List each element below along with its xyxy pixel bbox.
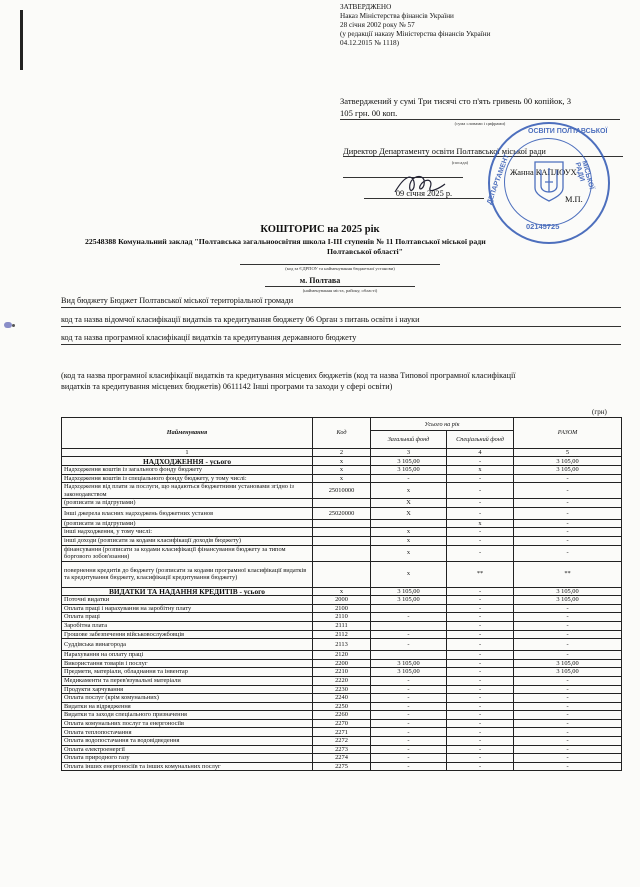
row-special-fund-cell: - xyxy=(447,639,514,651)
row-code-cell: 2271 xyxy=(313,728,371,737)
row-special-fund-cell: - xyxy=(447,711,514,720)
table-row xyxy=(62,711,622,720)
table-row xyxy=(62,630,622,639)
currency-unit: (грн) xyxy=(592,408,607,416)
hole-punch-mark xyxy=(12,324,15,327)
row-total-cell: - xyxy=(514,762,622,771)
row-general-fund-cell: - xyxy=(371,754,447,763)
col-header-total-year: Усього на рік xyxy=(371,418,514,431)
approval-block xyxy=(340,3,620,48)
row-code-cell xyxy=(313,545,371,561)
row-code-cell: 2220 xyxy=(313,676,371,685)
row-code-cell: 2273 xyxy=(313,745,371,754)
seal-place: М.П. xyxy=(565,195,583,204)
row-name-cell: Оплата природного газу xyxy=(62,754,313,763)
row-special-fund-cell: - xyxy=(447,587,514,596)
row-name-cell: Оплата праці xyxy=(62,613,313,622)
row-name-cell: Оплата послуг (крім комунальних) xyxy=(62,694,313,703)
city: м. Полтава xyxy=(299,276,341,285)
row-code-cell: 2275 xyxy=(313,762,371,771)
institution-caption: (код за ЄДРПОУ та найменування бюджетної установи) xyxy=(240,264,440,271)
row-special-fund-cell: - xyxy=(447,745,514,754)
row-total-cell: - xyxy=(514,711,622,720)
col-number: 2 xyxy=(313,449,371,457)
row-special-fund-cell: - xyxy=(447,621,514,630)
program-classification: код та назва програмної класифікації видатків та кредитування державного бюджету xyxy=(61,333,621,345)
row-name-cell: Оплата електроенергії xyxy=(62,745,313,754)
row-special-fund-cell: - xyxy=(447,630,514,639)
row-general-fund-cell: х xyxy=(371,483,447,499)
row-total-cell: - xyxy=(514,719,622,728)
row-total-cell: - xyxy=(514,483,622,499)
row-general-fund-cell: - xyxy=(371,745,447,754)
row-code-cell xyxy=(313,519,371,528)
table-row xyxy=(62,676,622,685)
row-special-fund-cell: - xyxy=(447,507,514,519)
sum-caption: (сума словами і цифрами) xyxy=(454,121,506,126)
col-header-code: Код xyxy=(313,418,371,449)
col-number: 3 xyxy=(371,449,447,457)
row-total-cell: 3 105,00 xyxy=(514,596,622,605)
row-name-cell: Медикаменти та перев'язувальні матеріали xyxy=(62,676,313,685)
row-code-cell xyxy=(313,561,371,587)
col-header-general-fund: Загальний фонд xyxy=(371,431,447,449)
row-name-cell: Нарахування на оплату праці xyxy=(62,651,313,660)
row-code-cell: 2113 xyxy=(313,639,371,651)
row-special-fund-cell: - xyxy=(447,737,514,746)
row-total-cell: - xyxy=(514,519,622,528)
row-general-fund-cell: - xyxy=(371,702,447,711)
row-total-cell: - xyxy=(514,604,622,613)
row-general-fund-cell: - xyxy=(371,613,447,622)
local-program-line: видатків та кредитування місцевих бюджетів) 0611142 Інші програми та заходи у сфері освіти) xyxy=(61,382,393,391)
approved-sum-line: Затверджений у сумі Три тисячі сто п'ять гривень 00 копійок, 3 xyxy=(340,96,572,106)
row-total-cell: - xyxy=(514,651,622,660)
row-special-fund-cell: - xyxy=(447,604,514,613)
row-total-cell: 3 105,00 xyxy=(514,668,622,677)
row-special-fund-cell: - xyxy=(447,702,514,711)
row-name-cell: повернення кредитів до бюджету (розписати за кодами програмної класифікації видатків та кредитування бюджету, класифікації кредитування бюджету) xyxy=(62,561,313,587)
approval-line: 04.12.2015 № 1118) xyxy=(340,39,400,47)
table-row xyxy=(62,754,622,763)
table-row xyxy=(62,685,622,694)
row-special-fund-cell: - xyxy=(447,694,514,703)
row-general-fund-cell: Х xyxy=(371,507,447,519)
row-general-fund-cell: - xyxy=(371,685,447,694)
row-general-fund-cell: 3 105,00 xyxy=(371,457,447,466)
local-program-line: (код та назва програмної класифікації видатків та кредитування місцевих бюджетів (код та назва Типової програмної класифікації xyxy=(61,371,516,380)
table-row xyxy=(62,651,622,660)
row-general-fund-cell: 3 105,00 xyxy=(371,587,447,596)
row-general-fund-cell xyxy=(371,621,447,630)
table-row xyxy=(62,528,622,537)
stamp-code: 02145725 xyxy=(526,222,560,231)
row-special-fund-cell: - xyxy=(447,545,514,561)
trident-icon xyxy=(533,160,565,202)
table-row xyxy=(62,745,622,754)
row-code-cell: 2110 xyxy=(313,613,371,622)
table-row xyxy=(62,668,622,677)
row-general-fund-cell: х xyxy=(371,536,447,545)
row-general-fund-cell: - xyxy=(371,728,447,737)
row-total-cell: - xyxy=(514,745,622,754)
table-row xyxy=(62,762,622,771)
row-general-fund-cell: х xyxy=(371,545,447,561)
row-name-cell: Використання товарів і послуг xyxy=(62,659,313,668)
approved-sum-line: 105 грн. 00 коп. xyxy=(340,107,620,120)
row-general-fund-cell: - xyxy=(371,639,447,651)
row-total-cell: - xyxy=(514,621,622,630)
row-name-cell: Надходження коштів із спеціального фонду бюджету, у тому числі: xyxy=(62,474,313,483)
row-general-fund-cell: - xyxy=(371,711,447,720)
approval-line: (у редакції наказу Міністерства фінансів України xyxy=(340,30,491,38)
row-code-cell: 2112 xyxy=(313,630,371,639)
signer-name: Жанна КАПЛОУХ xyxy=(510,168,577,177)
col-header-special-fund: Спеціальний фонд xyxy=(447,431,514,449)
row-name-cell: Видатки на відрядження xyxy=(62,702,313,711)
row-special-fund-cell: ** xyxy=(447,561,514,587)
row-general-fund-cell: - xyxy=(371,694,447,703)
row-total-cell: - xyxy=(514,499,622,508)
row-general-fund-cell: х xyxy=(371,561,447,587)
row-general-fund-cell: - xyxy=(371,737,447,746)
row-special-fund-cell: - xyxy=(447,499,514,508)
row-name-cell: (розписати за підгрупами) xyxy=(62,519,313,528)
row-name-cell: інші доходи (розписати за кодами класифікації доходів бюджету) xyxy=(62,536,313,545)
row-special-fund-cell: - xyxy=(447,474,514,483)
row-general-fund-cell: 3 105,00 xyxy=(371,466,447,475)
row-total-cell: - xyxy=(514,694,622,703)
row-special-fund-cell: - xyxy=(447,483,514,499)
table-row xyxy=(62,457,622,466)
city-caption: (найменування міста, району, області) xyxy=(265,286,415,293)
row-name-cell: Суддівська винагорода xyxy=(62,639,313,651)
row-name-cell: Надходження від плати за послуги, що надаються бюджетними установами згідно із законодавством xyxy=(62,483,313,499)
row-special-fund-cell: - xyxy=(447,659,514,668)
row-special-fund-cell: - xyxy=(447,596,514,605)
row-special-fund-cell: - xyxy=(447,536,514,545)
table-row xyxy=(62,737,622,746)
scan-mark xyxy=(20,10,23,70)
col-number: 4 xyxy=(447,449,514,457)
row-code-cell: 2100 xyxy=(313,604,371,613)
row-name-cell: Продукти харчування xyxy=(62,685,313,694)
row-code-cell: 2250 xyxy=(313,702,371,711)
row-total-cell: - xyxy=(514,685,622,694)
col-header-total: РАЗОМ xyxy=(514,418,622,449)
estimate-table xyxy=(61,417,622,771)
row-total-cell: - xyxy=(514,613,622,622)
col-number: 1 xyxy=(62,449,313,457)
row-total-cell: - xyxy=(514,728,622,737)
row-code-cell: х xyxy=(313,466,371,475)
approval-title: ЗАТВЕРДЖЕНО xyxy=(340,3,392,11)
table-row xyxy=(62,536,622,545)
row-special-fund-cell: - xyxy=(447,754,514,763)
table-row xyxy=(62,659,622,668)
row-code-cell: 2120 xyxy=(313,651,371,660)
row-general-fund-cell xyxy=(371,519,447,528)
budget-type: Вид бюджету Бюджет Полтавської міської територіальної громади xyxy=(61,296,621,308)
row-special-fund-cell: - xyxy=(447,668,514,677)
table-row xyxy=(62,613,622,622)
row-name-cell: Видатки та заходи спеціального призначення xyxy=(62,711,313,720)
row-code-cell: 2274 xyxy=(313,754,371,763)
row-code-cell: х xyxy=(313,457,371,466)
stamp-text-left: ДЕПАРТАМЕНТ xyxy=(486,153,511,206)
table-row xyxy=(62,483,622,499)
table-row xyxy=(62,545,622,561)
row-general-fund-cell: - xyxy=(371,719,447,728)
row-special-fund-cell: - xyxy=(447,685,514,694)
row-total-cell: 3 105,00 xyxy=(514,457,622,466)
hole-punch-mark xyxy=(4,322,12,328)
table-row xyxy=(62,561,622,587)
table-row xyxy=(62,519,622,528)
row-general-fund-cell: - xyxy=(371,630,447,639)
row-total-cell: - xyxy=(514,639,622,651)
row-general-fund-cell xyxy=(371,651,447,660)
row-code-cell: 2240 xyxy=(313,694,371,703)
row-code-cell xyxy=(313,499,371,508)
row-special-fund-cell: - xyxy=(447,719,514,728)
row-code-cell: х xyxy=(313,474,371,483)
row-name-cell: Оплата комунальних послуг та енергоносіїв xyxy=(62,719,313,728)
row-special-fund-cell: - xyxy=(447,651,514,660)
institution-name xyxy=(85,237,640,257)
table-row xyxy=(62,474,622,483)
row-code-cell: 2210 xyxy=(313,668,371,677)
row-code-cell: 2260 xyxy=(313,711,371,720)
row-general-fund-cell: - xyxy=(371,474,447,483)
row-name-cell: Грошове забезпечення військовослужбовців xyxy=(62,630,313,639)
row-code-cell: 2111 xyxy=(313,621,371,630)
row-total-cell: - xyxy=(514,630,622,639)
row-general-fund-cell: 3 105,00 xyxy=(371,596,447,605)
approval-line: Наказ Міністерства фінансів України xyxy=(340,12,454,20)
row-total-cell: - xyxy=(514,545,622,561)
row-special-fund-cell: х xyxy=(447,519,514,528)
row-name-cell: (розписати за підгрупами) xyxy=(62,499,313,508)
document-title: КОШТОРИС на 2025 рік xyxy=(260,224,380,235)
approval-line: 28 січня 2002 року № 57 xyxy=(340,21,415,29)
row-general-fund-cell: - xyxy=(371,676,447,685)
row-name-cell: Надходження коштів із загального фонду бюджету xyxy=(62,466,313,475)
row-general-fund-cell: х xyxy=(371,528,447,537)
row-name-cell: Заробітна плата xyxy=(62,621,313,630)
stamp-text-right: МІСЬКОЇ РАДИ xyxy=(573,159,595,191)
row-total-cell: - xyxy=(514,737,622,746)
institution-line: Полтавської області" xyxy=(326,247,403,256)
row-code-cell: 2000 xyxy=(313,596,371,605)
table-row xyxy=(62,639,622,651)
row-special-fund-cell: - xyxy=(447,457,514,466)
table-row xyxy=(62,596,622,605)
table-row xyxy=(62,694,622,703)
row-code-cell: 2272 xyxy=(313,737,371,746)
table-row xyxy=(62,587,622,596)
row-code-cell: 2230 xyxy=(313,685,371,694)
row-name-cell: Оплата праці і нарахування на заробітну плату xyxy=(62,604,313,613)
row-code-cell xyxy=(313,528,371,537)
row-name-cell: Оплата водопостачання та водовідведення xyxy=(62,737,313,746)
row-special-fund-cell: - xyxy=(447,613,514,622)
row-total-cell: - xyxy=(514,528,622,537)
row-name-cell: фінансування (розписати за кодами класифікації фінансування бюджету за типом боргового зобов'язання) xyxy=(62,545,313,561)
row-total-cell: 3 105,00 xyxy=(514,466,622,475)
table-row xyxy=(62,507,622,519)
row-code-cell: 2270 xyxy=(313,719,371,728)
row-name-cell: Оплата інших енергоносіїв та інших комунальних послуг xyxy=(62,762,313,771)
row-code-cell: х xyxy=(313,587,371,596)
table-row xyxy=(62,621,622,630)
row-general-fund-cell: 3 105,00 xyxy=(371,668,447,677)
row-total-cell: - xyxy=(514,676,622,685)
table-row xyxy=(62,719,622,728)
signer-position: Директор Департаменту освіти Полтавської міської ради xyxy=(343,147,623,157)
row-total-cell: - xyxy=(514,474,622,483)
row-code-cell: 25010000 xyxy=(313,483,371,499)
row-total-cell: - xyxy=(514,507,622,519)
row-special-fund-cell: х xyxy=(447,466,514,475)
approval-date: 09 січня 2025 р. xyxy=(364,189,484,199)
row-general-fund-cell xyxy=(371,604,447,613)
stamp-text-top: ОСВІТИ ПОЛТАВСЬКОЇ xyxy=(528,128,608,135)
row-name-cell: Поточні видатки xyxy=(62,596,313,605)
row-special-fund-cell: - xyxy=(447,762,514,771)
position-caption: (посада) xyxy=(451,160,469,165)
local-program-classification xyxy=(61,370,631,392)
row-total-cell: - xyxy=(514,702,622,711)
department-classification: код та назва відомчої класифікації видатків та кредитування бюджету 06 Орган з питань освіти і науки xyxy=(61,315,621,327)
row-name-cell: ВИДАТКИ ТА НАДАННЯ КРЕДИТІВ - усього xyxy=(62,587,313,596)
table-row xyxy=(62,466,622,475)
table-row xyxy=(62,728,622,737)
row-special-fund-cell: - xyxy=(447,676,514,685)
table-row xyxy=(62,702,622,711)
col-number: 5 xyxy=(514,449,622,457)
row-general-fund-cell: 3 105,00 xyxy=(371,659,447,668)
row-total-cell: 3 105,00 xyxy=(514,587,622,596)
col-header-name: Найменування xyxy=(62,418,313,449)
row-total-cell: - xyxy=(514,754,622,763)
table-row xyxy=(62,499,622,508)
row-general-fund-cell: Х xyxy=(371,499,447,508)
approved-sum xyxy=(340,95,630,120)
row-name-cell: НАДХОДЖЕННЯ - усього xyxy=(62,457,313,466)
row-code-cell: 25020000 xyxy=(313,507,371,519)
table-row xyxy=(62,604,622,613)
row-name-cell: Оплата теплопостачання xyxy=(62,728,313,737)
row-name-cell: Предмети, матеріали, обладнання та інвентар xyxy=(62,668,313,677)
row-code-cell: 2200 xyxy=(313,659,371,668)
row-special-fund-cell: - xyxy=(447,728,514,737)
row-total-cell: - xyxy=(514,536,622,545)
row-name-cell: Інші джерела власних надходжень бюджетних установ xyxy=(62,507,313,519)
row-code-cell xyxy=(313,536,371,545)
institution-line: 22548388 Комунальний заклад "Полтавська загальноосвітня школа І-ІІІ ступенів № 11 Полтавської міської ради xyxy=(85,237,486,246)
row-name-cell: інші надходження, у тому числі: xyxy=(62,528,313,537)
row-general-fund-cell: - xyxy=(371,762,447,771)
row-special-fund-cell: - xyxy=(447,528,514,537)
row-total-cell: ** xyxy=(514,561,622,587)
row-total-cell: 3 105,00 xyxy=(514,659,622,668)
